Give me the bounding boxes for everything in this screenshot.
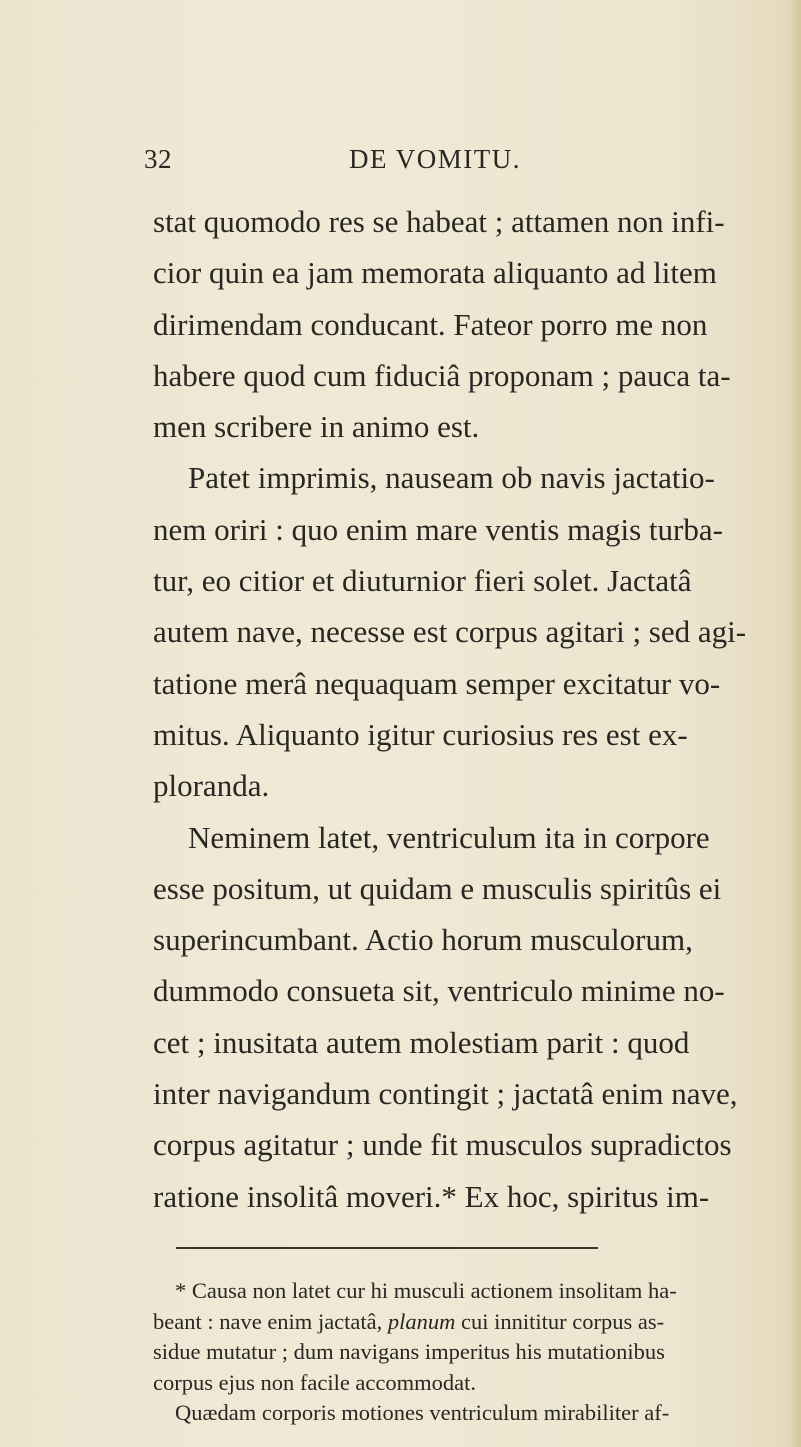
footnote-line: * Causa non latet cur hi musculi actionem insolitam ha- bbox=[175, 1278, 677, 1303]
page-number: 32 bbox=[144, 144, 172, 174]
footnote-text: cui innititur corpus as- bbox=[455, 1308, 665, 1334]
footnote-line: corpus ejus non facile accommodat. bbox=[153, 1369, 477, 1395]
text-line: tur, eo citior et diuturnior fieri solet. Jactatâ bbox=[153, 563, 692, 599]
text-line: men scribere in animo est. bbox=[153, 409, 480, 445]
text-line: autem nave, necesse est corpus agitari ; sed agi- bbox=[153, 614, 747, 650]
text-line: dummodo consueta sit, ventriculo minime no- bbox=[153, 973, 725, 1009]
text-line: superincumbant. Actio horum musculorum, bbox=[153, 922, 693, 958]
paragraph-start-line: Neminem latet, ventriculum ita in corpore bbox=[188, 819, 710, 855]
text-line: cior quin ea jam memorata aliquanto ad litem bbox=[153, 255, 717, 291]
paragraph-start-line: Patet imprimis, nauseam ob navis jactatio- bbox=[188, 460, 715, 496]
running-head: DE VOMITU. bbox=[349, 144, 521, 174]
footnote bbox=[153, 1276, 793, 1429]
footnote-text: beant : nave enim jactatâ, bbox=[153, 1308, 388, 1334]
footnote-line: sidue mutatur ; dum navigans imperitus his mutationibus bbox=[153, 1339, 665, 1364]
footnote-italic-word: planum bbox=[387, 1308, 456, 1334]
text-line: habere quod cum fiduciâ proponam ; pauca ta- bbox=[153, 357, 731, 393]
text-line: corpus agitatur ; unde fit musculos supradictos bbox=[153, 1127, 732, 1163]
text-line: ratione insolitâ moveri.* Ex hoc, spiritus im- bbox=[153, 1178, 710, 1214]
text-line: dirimendam conducant. Fateor porro me non bbox=[153, 306, 708, 342]
text-line: stat quomodo res se habeat ; attamen non infi- bbox=[153, 204, 725, 239]
text-line: esse positum, ut quidam e musculis spiritûs ei bbox=[153, 870, 722, 906]
text-line: mitus. Aliquanto igitur curiosius res est ex- bbox=[153, 716, 688, 752]
main-text bbox=[153, 196, 793, 1222]
text-line: cet ; inusitata autem molestiam parit : quod bbox=[153, 1024, 690, 1060]
page-header bbox=[144, 144, 664, 184]
text-line: tatione merâ nequaquam semper excitatur vo- bbox=[153, 665, 721, 701]
text-line: ploranda. bbox=[153, 768, 270, 804]
footnote-line bbox=[153, 1307, 793, 1338]
text-line: nem oriri : quo enim mare ventis magis turba- bbox=[153, 511, 723, 547]
footnote-rule bbox=[176, 1247, 598, 1249]
footnote-line: Quædam corporis motiones ventriculum mirabiliter af- bbox=[175, 1400, 670, 1425]
text-line: inter navigandum contingit ; jactatâ enim nave, bbox=[153, 1076, 738, 1112]
